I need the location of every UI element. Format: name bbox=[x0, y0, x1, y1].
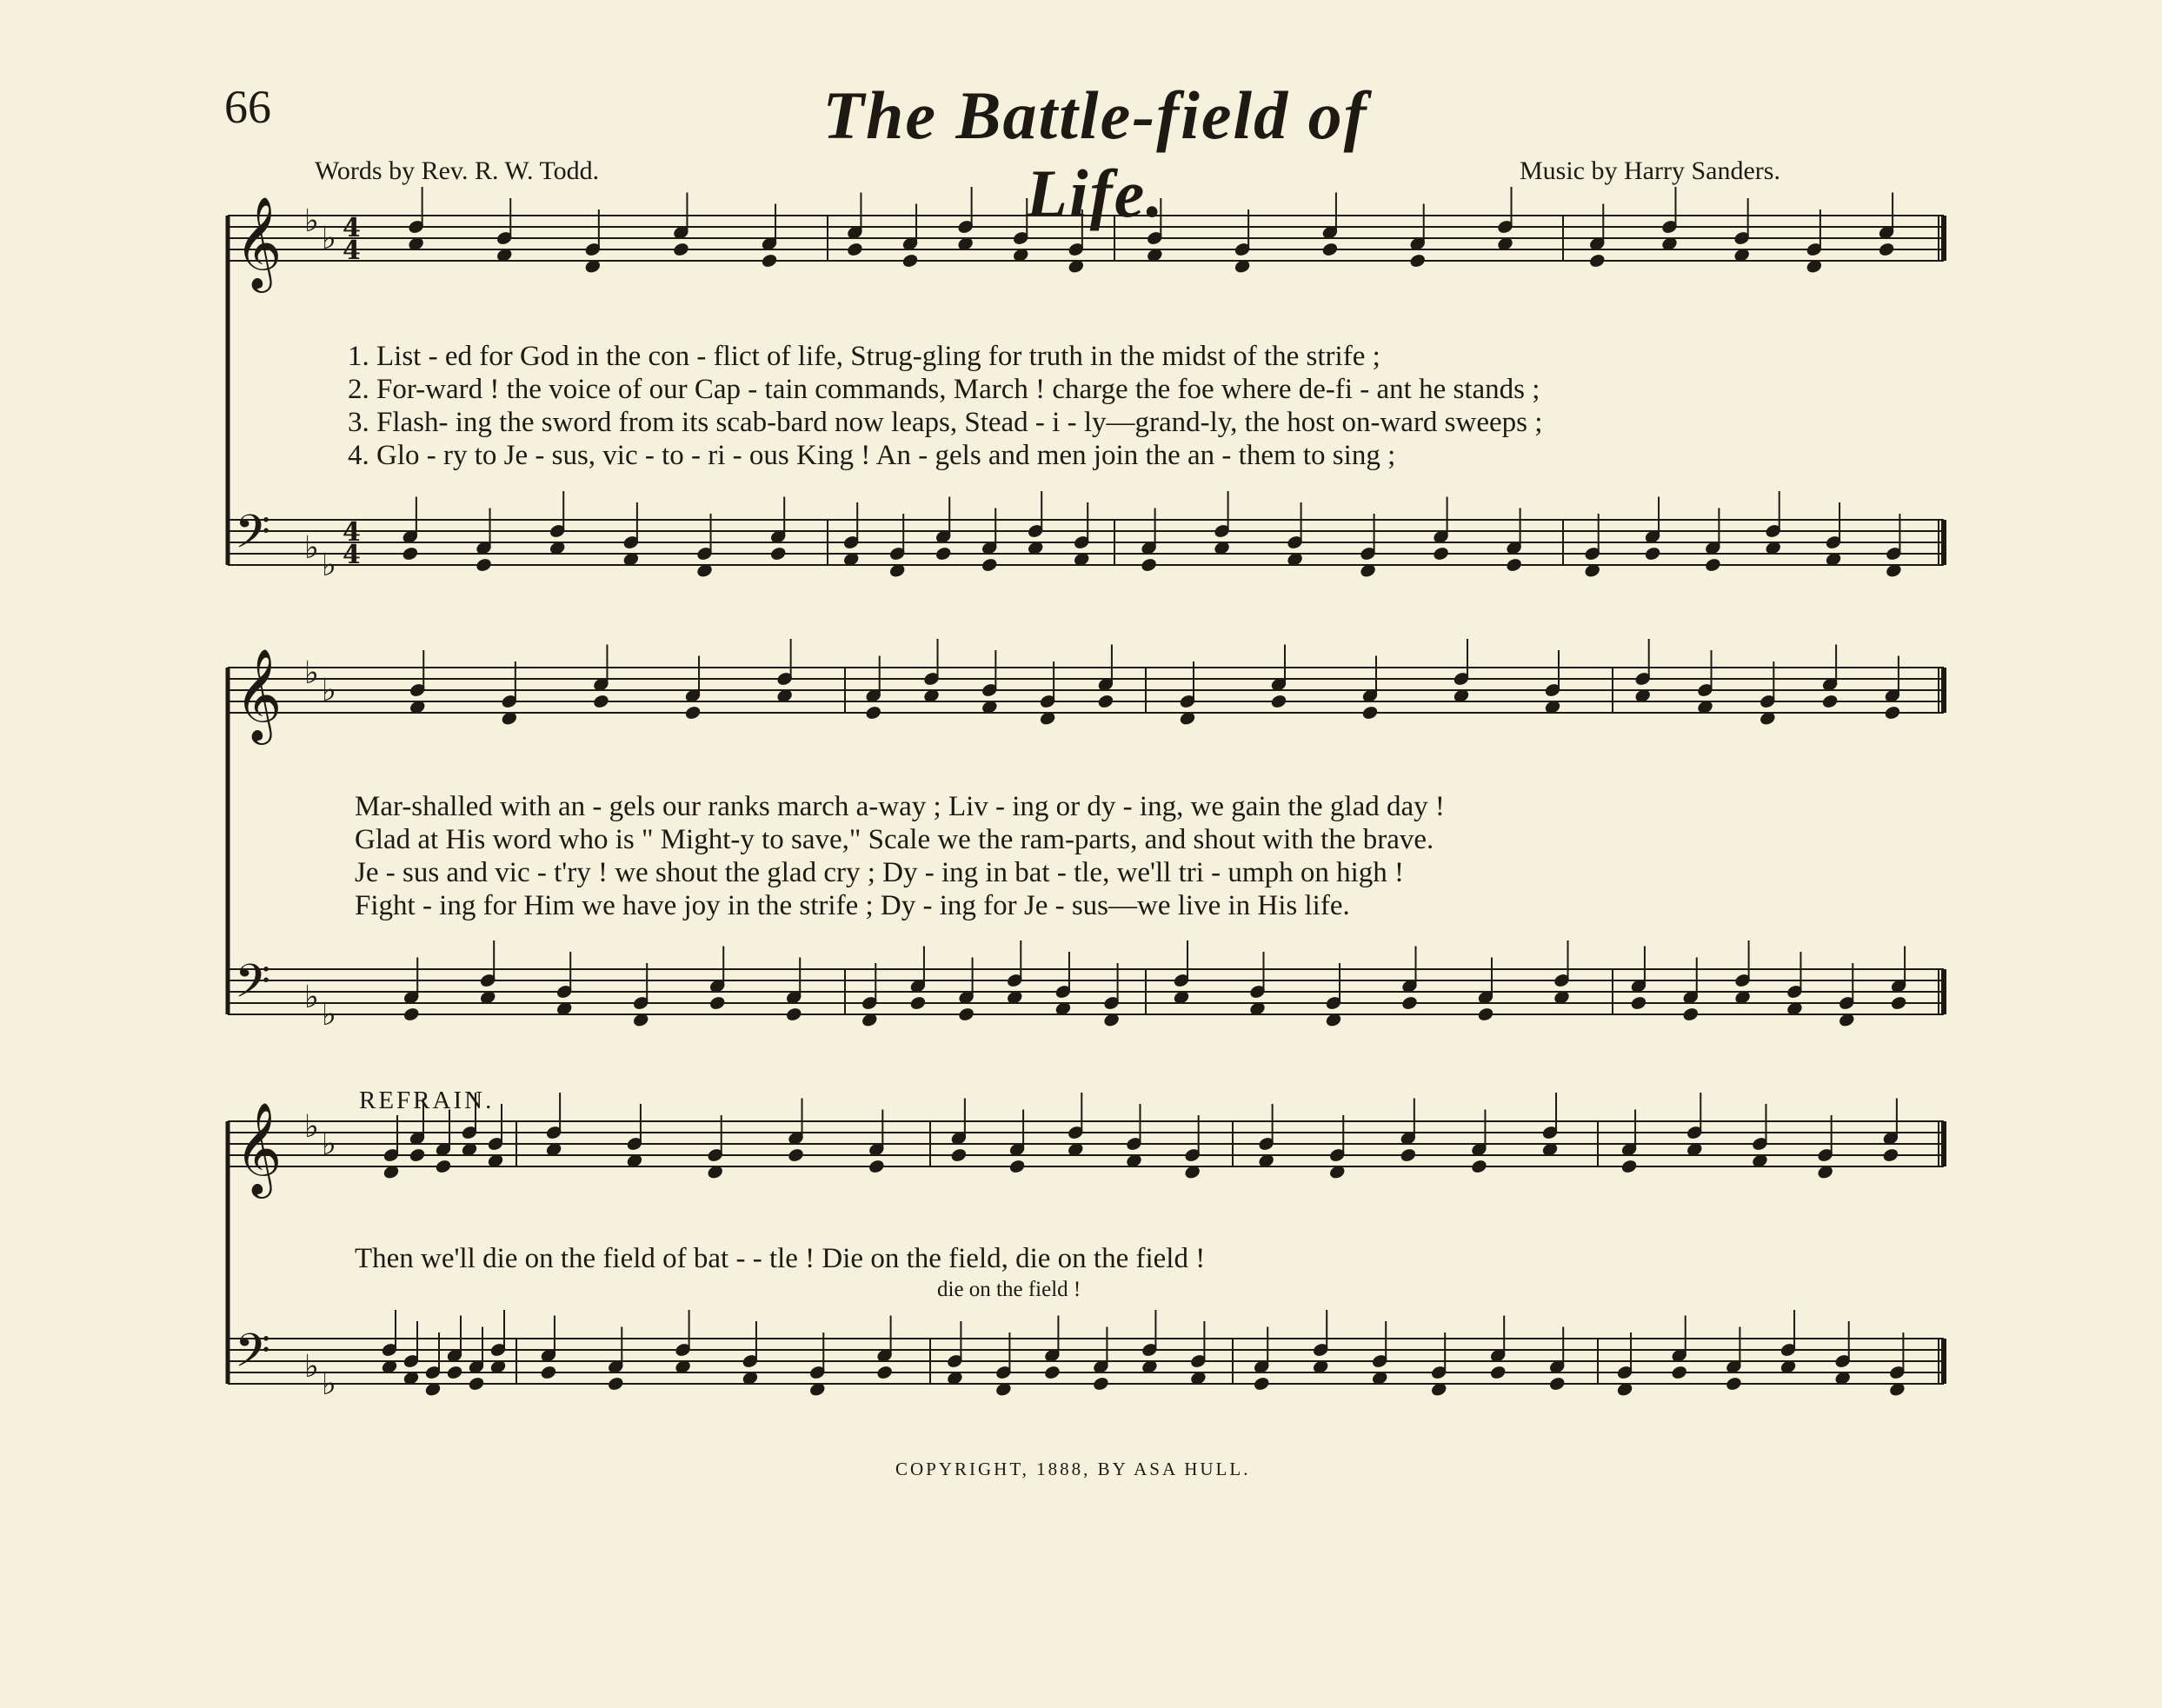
flat-sign: ♭ bbox=[322, 1126, 336, 1162]
notehead bbox=[958, 1007, 975, 1022]
notehead bbox=[865, 705, 882, 721]
notehead bbox=[1506, 557, 1523, 573]
treble-clef: 𝄞 bbox=[235, 648, 283, 741]
notehead bbox=[1489, 1365, 1507, 1380]
notehead bbox=[402, 1007, 420, 1022]
notehead bbox=[673, 242, 690, 257]
notehead bbox=[1270, 694, 1287, 709]
notehead bbox=[769, 546, 787, 562]
notehead bbox=[1401, 995, 1419, 1011]
notehead bbox=[1471, 1159, 1488, 1174]
bass-clef: 𝄢 bbox=[235, 955, 271, 1020]
hymn-title: The Battle-field of Life. bbox=[822, 77, 1368, 231]
flat-sign: ♭ bbox=[322, 673, 336, 708]
flat-sign: ♭ bbox=[304, 530, 319, 566]
notehead bbox=[593, 694, 610, 709]
notehead bbox=[1890, 995, 1907, 1011]
notehead bbox=[684, 705, 702, 721]
notehead bbox=[1588, 253, 1606, 269]
page-number: 66 bbox=[224, 81, 271, 133]
notehead bbox=[935, 546, 952, 562]
notehead bbox=[468, 1376, 485, 1392]
notehead bbox=[950, 1147, 968, 1163]
notehead bbox=[708, 995, 726, 1011]
notehead bbox=[1726, 1376, 1743, 1392]
notehead bbox=[1884, 705, 1901, 721]
notehead bbox=[1682, 1007, 1700, 1022]
verse-1-line-1: 1. List - ed for God in the con - flict of life, Strug-gling for truth in the midst of the strife ; bbox=[348, 341, 1380, 372]
notehead bbox=[1044, 1365, 1061, 1380]
notehead bbox=[476, 557, 493, 573]
notehead bbox=[1400, 1147, 1417, 1163]
notehead bbox=[981, 557, 998, 573]
notehead bbox=[868, 1159, 886, 1174]
verse-3-line-2: Je - sus and vic - t'ry ! we shout the glad cry ; Dy - ing in bat - tle, we'll tri - umph on high ! bbox=[355, 857, 1404, 888]
notehead bbox=[1253, 1376, 1270, 1392]
time-signature-bottom: 4 bbox=[343, 236, 361, 266]
notehead bbox=[435, 1159, 452, 1174]
time-signature-top: 4 bbox=[343, 213, 361, 243]
notehead bbox=[409, 1147, 426, 1163]
notehead bbox=[788, 1147, 805, 1163]
refrain-lyrics: Then we'll die on the field of bat - - tle ! Die on the field, die on the field ! bbox=[355, 1243, 1206, 1274]
notehead bbox=[1620, 1159, 1638, 1174]
notehead bbox=[1093, 1376, 1110, 1392]
notehead bbox=[761, 253, 778, 269]
bass-clef: 𝄢 bbox=[235, 506, 271, 570]
flat-sign: ♭ bbox=[304, 655, 319, 691]
notehead bbox=[1097, 694, 1114, 709]
notehead bbox=[402, 546, 419, 562]
notehead bbox=[876, 1365, 894, 1380]
flat-sign: ♭ bbox=[304, 203, 319, 239]
flat-sign: ♭ bbox=[322, 1366, 336, 1402]
music-credit: Music by Harry Sanders. bbox=[1520, 156, 1780, 185]
notehead bbox=[785, 1007, 802, 1022]
notehead bbox=[1630, 995, 1647, 1011]
notehead bbox=[1409, 253, 1427, 269]
time-signature-top: 4 bbox=[343, 517, 361, 548]
notehead bbox=[1321, 242, 1339, 257]
notehead bbox=[1433, 546, 1450, 562]
flat-sign: ♭ bbox=[322, 997, 336, 1033]
notehead bbox=[607, 1376, 624, 1392]
notehead bbox=[1878, 242, 1895, 257]
flat-sign: ♭ bbox=[304, 980, 319, 1015]
flat-sign: ♭ bbox=[322, 221, 336, 256]
flat-sign: ♭ bbox=[304, 1109, 319, 1145]
notehead bbox=[1008, 1159, 1026, 1174]
copyright-notice: COPYRIGHT, 1888, BY ASA HULL. bbox=[895, 1459, 1251, 1479]
notehead bbox=[1671, 1365, 1688, 1380]
time-signature-bottom: 4 bbox=[343, 540, 361, 570]
notehead bbox=[909, 995, 927, 1011]
bass-clef: 𝄢 bbox=[235, 1325, 271, 1389]
treble-clef: 𝄞 bbox=[235, 1101, 283, 1194]
notehead bbox=[446, 1365, 463, 1380]
flat-sign: ♭ bbox=[304, 1349, 319, 1385]
notehead bbox=[1548, 1376, 1566, 1392]
verse-4-line-1: 4. Glo - ry to Je - sus, vic - to - ri - ous King ! An - gels and men join the an - them to sing ; bbox=[348, 440, 1396, 471]
notehead bbox=[1141, 557, 1158, 573]
notehead bbox=[1882, 1147, 1899, 1163]
flat-sign: ♭ bbox=[322, 548, 336, 583]
verse-2-line-1: 2. For-ward ! the voice of our Cap - tain commands, March ! charge the foe where de-fi - ant he stands ; bbox=[348, 374, 1540, 405]
refrain-echo-lyrics: die on the field ! bbox=[937, 1278, 1081, 1301]
verse-2-line-2: Glad at His word who is " Might-y to save," Scale we the ram-parts, and shout with the brave. bbox=[355, 824, 1434, 855]
notehead bbox=[1477, 1007, 1494, 1022]
treble-clef: 𝄞 bbox=[235, 196, 283, 289]
verse-1-line-2: Mar-shalled with an - gels our ranks march a-way ; Liv - ing or dy - ing, we gain the glad day ! bbox=[355, 791, 1445, 822]
notehead bbox=[1821, 694, 1839, 709]
notehead bbox=[847, 242, 864, 257]
notehead bbox=[1705, 557, 1722, 573]
notehead bbox=[540, 1365, 557, 1380]
notehead bbox=[1361, 705, 1379, 721]
verse-4-line-2: Fight - ing for Him we have joy in the strife ; Dy - ing for Je - sus—we live in His life. bbox=[355, 890, 1350, 921]
notehead bbox=[901, 253, 919, 269]
refrain-label: REFRAIN. bbox=[359, 1087, 495, 1114]
verse-3-line-1: 3. Flash- ing the sword from its scab-bard now leaps, Stead - i - ly—grand-ly, the host on-ward sweeps ; bbox=[348, 407, 1543, 438]
notehead bbox=[1644, 546, 1661, 562]
words-credit: Words by Rev. R. W. Todd. bbox=[315, 156, 600, 185]
